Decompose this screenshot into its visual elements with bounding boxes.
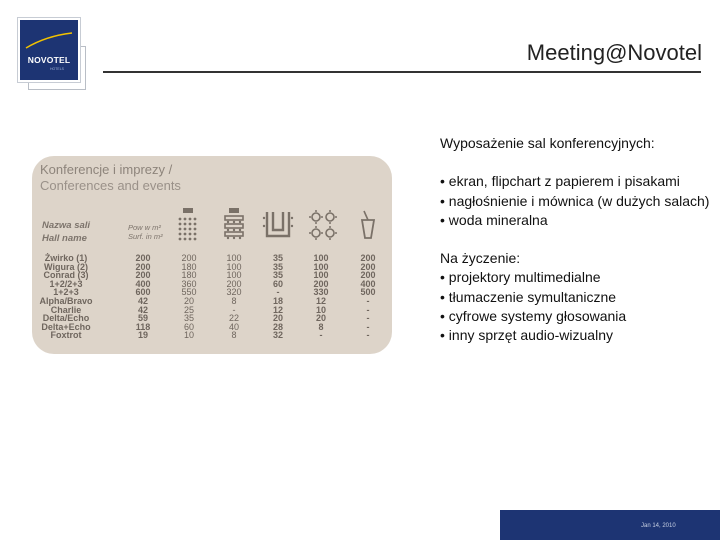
table-cell: 400 [135, 278, 151, 289]
table-title-en: Conferences and events [40, 178, 181, 193]
table-cell: 35 [272, 270, 283, 281]
banquet-layout-icon [308, 208, 340, 242]
table-cell: 320 [226, 287, 242, 298]
u-shape-layout-icon [262, 208, 294, 242]
room-name: Foxtrot [50, 330, 82, 341]
table-cell: 200 [360, 270, 376, 281]
table-cell: 200 [181, 253, 197, 263]
table-cell: 19 [137, 330, 148, 341]
table-cell: 42 [137, 304, 148, 315]
table-cell: 200 [135, 270, 151, 281]
table-cell: 200 [313, 278, 329, 289]
logo-sub: HOTELS [50, 67, 65, 71]
room-name: Żwirko (1) [44, 253, 88, 263]
table-cell: 200 [360, 253, 376, 263]
column-area [125, 254, 161, 340]
on-request-item: • cyfrowe systemy głosowania [440, 308, 627, 325]
table-cell: 22 [228, 313, 239, 324]
table-cell: 60 [272, 278, 283, 289]
table-cell: 200 [135, 253, 151, 263]
room-name: Delta+Echo [41, 321, 91, 332]
room-name: 1+2/2+3 [49, 278, 83, 289]
table-cell: 10 [183, 330, 194, 341]
header-area-pl: Pow w m² [128, 223, 161, 232]
table-cell: 35 [272, 253, 283, 263]
room-name: Conrad (3) [43, 270, 89, 281]
equipment-info [440, 134, 710, 346]
table-cell: 28 [272, 321, 283, 332]
room-name: Alpha/Bravo [39, 295, 93, 306]
on-request-item: • inny sprzęt audio-wizualny [440, 327, 613, 344]
column-u-shape [260, 254, 296, 340]
table-cell: 35 [272, 261, 283, 272]
table-cell: 8 [231, 330, 237, 341]
title-divider [103, 71, 701, 73]
table-cell: 42 [137, 295, 148, 306]
table-cell: 200 [360, 261, 376, 272]
logo-swoosh-icon [20, 20, 78, 80]
table-cell: 20 [272, 313, 283, 324]
table-cell: - [366, 313, 370, 324]
conference-rooms-table [32, 156, 392, 354]
footer-date: Jan 14, 2010 [641, 523, 676, 529]
logo-box [18, 18, 80, 82]
table-cell: 59 [137, 313, 148, 324]
column-theatre [171, 254, 207, 340]
novotel-logo [18, 18, 86, 90]
theatre-layout-icon [176, 208, 200, 242]
table-cell: 32 [272, 330, 283, 341]
table-cell: 360 [181, 278, 197, 289]
table-cell: - [366, 295, 370, 306]
table-cell: 12 [272, 304, 283, 315]
header-hall-pl: Nazwa sali [42, 220, 91, 231]
table-cell: 118 [135, 321, 151, 332]
table-title-pl: Konferencje i imprezy / [40, 162, 173, 177]
table-cell: 100 [313, 253, 329, 263]
on-request-item: • tłumaczenie symultaniczne [440, 288, 617, 305]
header-hall-en: Hall name [42, 233, 87, 244]
table-cell: 20 [183, 295, 194, 306]
table-cell: 25 [183, 304, 194, 315]
table-cell: - [366, 304, 370, 315]
table-cell: 100 [313, 261, 329, 272]
table-cell: 330 [313, 287, 329, 298]
table-cell: 600 [135, 287, 151, 298]
table-cell: 200 [226, 278, 242, 289]
table-cell: 100 [226, 261, 242, 272]
logo-brand: NOVOTEL [27, 55, 71, 65]
table-cell: 12 [315, 295, 326, 306]
room-name: Wigura (2) [44, 261, 88, 272]
table-cell: - [232, 304, 236, 315]
equipment-item: • ekran, flipchart z papierem i pisakami [440, 173, 680, 190]
table-cell: 180 [181, 261, 197, 272]
on-request-item: • projektory multimedialne [440, 269, 601, 286]
equipment-heading: Wyposażenie sal konferencyjnych: [440, 135, 655, 151]
table-cell: 40 [228, 321, 239, 332]
room-name: Charlie [50, 304, 82, 315]
slide-title: Meeting@Novotel [526, 40, 702, 65]
table-cell: - [366, 330, 370, 341]
table-cell: 35 [183, 313, 194, 324]
table-cell: 20 [315, 313, 326, 324]
table-cell: 100 [226, 270, 242, 281]
footer-bar [500, 510, 720, 540]
table-cell: 550 [181, 287, 197, 298]
table-cell: 500 [360, 287, 376, 298]
table-cell: 100 [313, 270, 329, 281]
header-area-en: Surf. in m² [128, 232, 163, 241]
room-names [32, 254, 100, 340]
table-cell: 180 [181, 270, 197, 281]
table-cell: - [366, 321, 370, 332]
table-cell: 200 [135, 261, 151, 272]
table-cell: 400 [360, 278, 376, 289]
column-classroom [216, 254, 252, 340]
table-cell: 60 [183, 321, 194, 332]
equipment-item: • woda mineralna [440, 211, 548, 228]
table-cell: 18 [272, 295, 283, 306]
cocktail-layout-icon [358, 208, 378, 242]
room-name: Delta/Echo [42, 313, 90, 324]
table-cell: 8 [318, 321, 324, 332]
classroom-layout-icon [222, 208, 246, 242]
on-request-heading: Na życzenie: [440, 250, 521, 267]
room-name: 1+2+3 [53, 287, 79, 298]
column-cocktail [350, 254, 386, 340]
table-cell: 100 [226, 253, 242, 263]
table-cell: 8 [231, 295, 237, 306]
equipment-item: • nagłośnienie i mównica (w dużych salach) [440, 192, 710, 209]
table-cell: 10 [315, 304, 326, 315]
table-cell: - [276, 287, 280, 298]
table-cell: - [319, 330, 323, 341]
column-banquet [303, 254, 339, 340]
